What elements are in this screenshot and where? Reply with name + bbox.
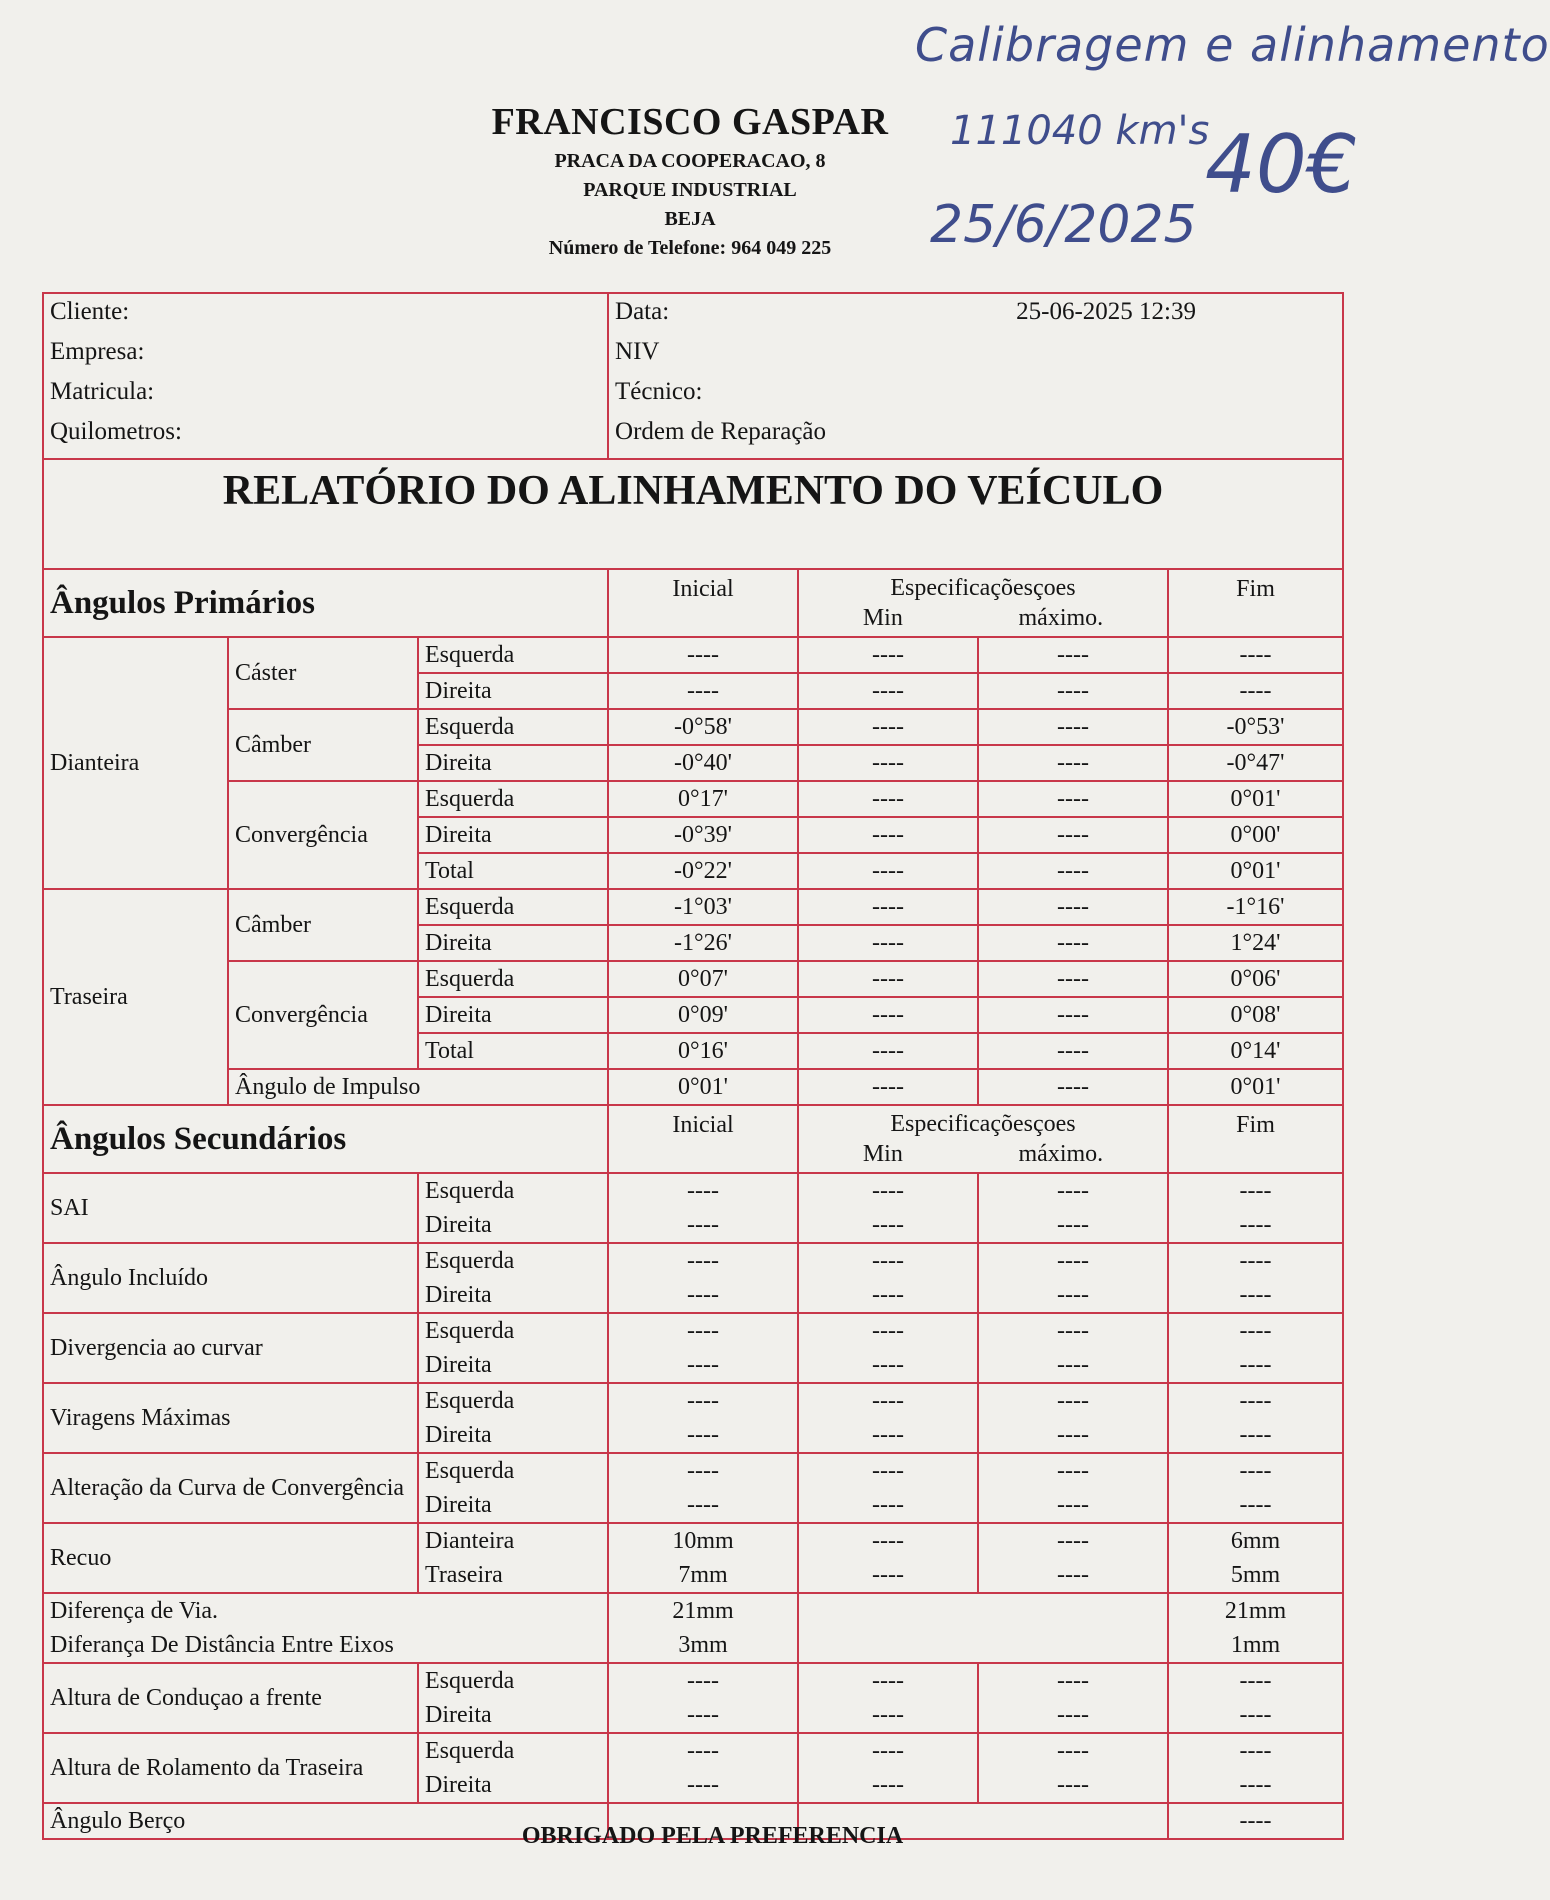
value-fim-bottom: ---- bbox=[1239, 1702, 1272, 1728]
value-ini-top: ---- bbox=[687, 1388, 719, 1414]
value-max-top: ---- bbox=[1057, 1388, 1089, 1414]
primary-row bbox=[43, 961, 1343, 997]
value-ini: -0°39' bbox=[608, 817, 798, 853]
value-min-top: ---- bbox=[872, 1458, 904, 1484]
company-address-2: PARQUE INDUSTRIAL bbox=[583, 179, 797, 201]
berco-fim: ---- bbox=[1168, 1803, 1343, 1839]
value-min: ---- bbox=[798, 1069, 978, 1105]
value-ini-bottom: 7mm bbox=[678, 1562, 728, 1588]
value-fim bbox=[1168, 1313, 1343, 1383]
value-ini bbox=[608, 1593, 798, 1663]
value-ini-bottom: ---- bbox=[687, 1772, 719, 1798]
secondary-label: Alteração da Curva de Convergência bbox=[43, 1453, 418, 1523]
secondary-label: Divergencia ao curvar bbox=[43, 1313, 418, 1383]
value-min-top: ---- bbox=[872, 1528, 904, 1554]
secondary-label: Altura de Rolamento da Traseira bbox=[43, 1733, 418, 1803]
value-min: ---- bbox=[798, 781, 978, 817]
value-fim-top: ---- bbox=[1239, 1388, 1272, 1414]
value-min bbox=[798, 1733, 978, 1803]
col-fim-2: Fim bbox=[1168, 1105, 1343, 1173]
value-fim: 1°24' bbox=[1168, 925, 1343, 961]
value-max bbox=[978, 1523, 1168, 1593]
value-fim bbox=[1168, 1593, 1343, 1663]
via-label: Diferença de Via. bbox=[50, 1598, 219, 1624]
angle-name: Convergência bbox=[228, 781, 418, 889]
value-max-bottom: ---- bbox=[1057, 1492, 1089, 1518]
secondary-label: SAI bbox=[43, 1173, 418, 1243]
value-min-top: ---- bbox=[872, 1668, 904, 1694]
secondary-row bbox=[43, 1523, 1343, 1593]
value-max-top: ---- bbox=[1057, 1178, 1089, 1204]
client-info bbox=[43, 293, 608, 459]
data-value: 25-06-2025 12:39 bbox=[1016, 298, 1197, 325]
value-max bbox=[978, 1383, 1168, 1453]
value-min: ---- bbox=[798, 1033, 978, 1069]
value-min-bottom: ---- bbox=[872, 1212, 904, 1238]
value-max-top: ---- bbox=[1057, 1528, 1089, 1554]
col-min: Min bbox=[862, 605, 903, 631]
value-fim bbox=[1168, 1173, 1343, 1243]
value-max: ---- bbox=[978, 925, 1168, 961]
value-fim: -1°16' bbox=[1168, 889, 1343, 925]
value-fim: -0°53' bbox=[1168, 709, 1343, 745]
niv-label: NIV bbox=[615, 338, 660, 365]
value-min bbox=[798, 1313, 978, 1383]
value-ini bbox=[608, 1523, 798, 1593]
handwritten-title: Calibragem e alinhamento bbox=[915, 18, 1550, 72]
side-labels bbox=[418, 1173, 608, 1243]
value-ini: ---- bbox=[608, 637, 798, 673]
value-fim-top: 6mm bbox=[1230, 1528, 1281, 1554]
value-fim bbox=[1168, 1733, 1343, 1803]
value-max-top: ---- bbox=[1057, 1248, 1089, 1274]
value-max-bottom: ---- bbox=[1057, 1772, 1089, 1798]
footer-thanks: OBRIGADO PELA PREFERENCIA bbox=[521, 1823, 904, 1849]
primary-row bbox=[43, 637, 1343, 673]
value-min bbox=[798, 1453, 978, 1523]
value-ini-top: ---- bbox=[687, 1248, 719, 1274]
value-fim: ---- bbox=[1168, 637, 1343, 673]
secondary-label: Altura de Conduçao a frente bbox=[43, 1663, 418, 1733]
value-ini: 0°07' bbox=[608, 961, 798, 997]
side-label: Direita bbox=[418, 817, 608, 853]
value-fim bbox=[1168, 1453, 1343, 1523]
value-min: ---- bbox=[798, 709, 978, 745]
col-max-2: máximo. bbox=[1018, 1141, 1104, 1167]
secondary-row bbox=[43, 1313, 1343, 1383]
side-top: Esquerda bbox=[425, 1248, 515, 1274]
side-bottom: Direita bbox=[425, 1212, 492, 1238]
value-min: ---- bbox=[798, 853, 978, 889]
value-min-bottom: ---- bbox=[872, 1562, 904, 1588]
side-label: Direita bbox=[418, 997, 608, 1033]
value-ini-top: ---- bbox=[687, 1458, 719, 1484]
side-bottom: Direita bbox=[425, 1772, 492, 1798]
value-ini-bottom: ---- bbox=[687, 1492, 719, 1518]
side-labels bbox=[418, 1313, 608, 1383]
col-spec-label: Especificaçõesçoes bbox=[890, 574, 1076, 601]
side-bottom: Direita bbox=[425, 1352, 492, 1378]
value-max-top: ---- bbox=[1057, 1668, 1089, 1694]
value-ini: -1°03' bbox=[608, 889, 798, 925]
secondary-row bbox=[43, 1733, 1343, 1803]
value-fim-top: ---- bbox=[1239, 1738, 1272, 1764]
primary-angles-title: Ângulos Primários bbox=[43, 569, 608, 637]
impulso-label: Ângulo de Impulso bbox=[228, 1069, 608, 1105]
value-min: ---- bbox=[798, 673, 978, 709]
value-fim-top: ---- bbox=[1239, 1178, 1272, 1204]
value-ini-top: ---- bbox=[687, 1668, 719, 1694]
value-ini-bottom: ---- bbox=[687, 1702, 719, 1728]
report-title: RELATÓRIO DO ALINHAMENTO DO VEÍCULO bbox=[43, 459, 1343, 569]
value-ini-bottom: ---- bbox=[687, 1282, 719, 1308]
col-inicial-2: Inicial bbox=[608, 1105, 798, 1173]
report-table bbox=[42, 292, 1344, 1840]
berco-label: Ângulo Berço bbox=[43, 1803, 608, 1839]
value-min bbox=[798, 1173, 978, 1243]
value-max bbox=[978, 1313, 1168, 1383]
secondary-row bbox=[43, 1173, 1343, 1243]
company-address-1: PRACA DA COOPERACAO, 8 bbox=[554, 150, 826, 172]
angle-name: Cáster bbox=[228, 637, 418, 709]
value-min: ---- bbox=[798, 745, 978, 781]
value-min-top: ---- bbox=[872, 1178, 904, 1204]
side-top: Esquerda bbox=[425, 1178, 515, 1204]
value-max: ---- bbox=[978, 1069, 1168, 1105]
value-ini-bottom: ---- bbox=[687, 1212, 719, 1238]
value-fim-top: ---- bbox=[1239, 1248, 1272, 1274]
primary-row bbox=[43, 889, 1343, 925]
value-fim bbox=[1168, 1383, 1343, 1453]
tecnico-label: Técnico: bbox=[615, 378, 703, 405]
value-min-top: ---- bbox=[872, 1248, 904, 1274]
value-fim-bottom: ---- bbox=[1239, 1422, 1272, 1448]
value-fim: 0°08' bbox=[1168, 997, 1343, 1033]
value-fim bbox=[1168, 1523, 1343, 1593]
value-max bbox=[978, 1173, 1168, 1243]
value-max bbox=[978, 1663, 1168, 1733]
value-max: ---- bbox=[978, 1033, 1168, 1069]
value-min: ---- bbox=[798, 997, 978, 1033]
value-min bbox=[798, 1523, 978, 1593]
value-min bbox=[798, 1383, 978, 1453]
value-fim-bottom: ---- bbox=[1239, 1352, 1272, 1378]
side-labels bbox=[418, 1523, 608, 1593]
company-name: FRANCISCO GASPAR bbox=[491, 101, 889, 143]
side-label: Total bbox=[418, 853, 608, 889]
side-label: Esquerda bbox=[418, 961, 608, 997]
secondary-row bbox=[43, 1383, 1343, 1453]
side-top: Dianteira bbox=[425, 1528, 515, 1554]
value-fim-bottom: ---- bbox=[1239, 1282, 1272, 1308]
wheelbase-label: Diferança De Distância Entre Eixos bbox=[50, 1632, 394, 1658]
value-max: ---- bbox=[978, 781, 1168, 817]
value-fim-bottom: 1mm bbox=[1230, 1632, 1281, 1658]
value-max-bottom: ---- bbox=[1057, 1282, 1089, 1308]
secondary-label: Viragens Máximas bbox=[43, 1383, 418, 1453]
job-info bbox=[608, 293, 1343, 459]
report-form bbox=[42, 292, 1342, 1840]
value-ini-top: 10mm bbox=[672, 1528, 734, 1554]
value-max-bottom: ---- bbox=[1057, 1562, 1089, 1588]
company-phone: Número de Telefone: 964 049 225 bbox=[548, 237, 832, 259]
value-fim-top: ---- bbox=[1239, 1668, 1272, 1694]
value-ini bbox=[608, 1383, 798, 1453]
side-bottom: Direita bbox=[425, 1422, 492, 1448]
value-min-bottom: ---- bbox=[872, 1492, 904, 1518]
value-fim-top: 21mm bbox=[1224, 1598, 1287, 1624]
value-ini bbox=[608, 1733, 798, 1803]
col-spec-label-2: Especificaçõesçoes bbox=[890, 1110, 1076, 1137]
side-labels bbox=[418, 1733, 608, 1803]
value-max: ---- bbox=[978, 817, 1168, 853]
value-fim: 0°00' bbox=[1168, 817, 1343, 853]
value-ini bbox=[608, 1173, 798, 1243]
value-max-top: ---- bbox=[1057, 1738, 1089, 1764]
side-bottom: Traseira bbox=[425, 1562, 503, 1588]
value-min: ---- bbox=[798, 637, 978, 673]
side-bottom: Direita bbox=[425, 1282, 492, 1308]
col-max: máximo. bbox=[1018, 605, 1104, 631]
value-min-bottom: ---- bbox=[872, 1772, 904, 1798]
col-inicial: Inicial bbox=[608, 569, 798, 637]
side-top: Esquerda bbox=[425, 1668, 515, 1694]
value-fim bbox=[1168, 1243, 1343, 1313]
secondary-label: Recuo bbox=[43, 1523, 418, 1593]
side-label: Esquerda bbox=[418, 637, 608, 673]
value-max bbox=[978, 1453, 1168, 1523]
value-min: ---- bbox=[798, 889, 978, 925]
value-max-top: ---- bbox=[1057, 1318, 1089, 1344]
quilometros-label: Quilometros: bbox=[50, 418, 182, 445]
value-ini bbox=[608, 1453, 798, 1523]
ordem-label: Ordem de Reparação bbox=[615, 418, 827, 445]
via-row bbox=[43, 1593, 1343, 1663]
col-fim: Fim bbox=[1168, 569, 1343, 637]
value-ini: 0°16' bbox=[608, 1033, 798, 1069]
side-label: Esquerda bbox=[418, 709, 608, 745]
matricula-label: Matricula: bbox=[50, 378, 155, 405]
handwritten-price: 40€ bbox=[1205, 118, 1358, 211]
col-spec-2 bbox=[798, 1105, 1168, 1173]
company-city: BEJA bbox=[664, 208, 716, 230]
value-ini: -0°58' bbox=[608, 709, 798, 745]
cliente-label: Cliente: bbox=[50, 298, 130, 325]
primary-row bbox=[43, 709, 1343, 745]
value-fim-bottom: ---- bbox=[1239, 1492, 1272, 1518]
value-fim: 0°06' bbox=[1168, 961, 1343, 997]
side-labels bbox=[418, 1383, 608, 1453]
secondary-angles-title: Ângulos Secundários bbox=[43, 1105, 608, 1173]
value-max: ---- bbox=[978, 889, 1168, 925]
side-labels bbox=[418, 1663, 608, 1733]
value-ini bbox=[608, 1313, 798, 1383]
side-label: Direita bbox=[418, 925, 608, 961]
value-max-bottom: ---- bbox=[1057, 1422, 1089, 1448]
col-min-2: Min bbox=[862, 1141, 903, 1167]
value-ini-top: 21mm bbox=[672, 1598, 734, 1624]
value-ini: 0°01' bbox=[608, 1069, 798, 1105]
angle-name: Câmber bbox=[228, 889, 418, 961]
value-min-top: ---- bbox=[872, 1388, 904, 1414]
value-min bbox=[798, 1663, 978, 1733]
via-labels bbox=[43, 1593, 608, 1663]
empresa-label: Empresa: bbox=[50, 338, 145, 365]
value-fim bbox=[1168, 1663, 1343, 1733]
value-ini: -1°26' bbox=[608, 925, 798, 961]
value-ini: ---- bbox=[608, 673, 798, 709]
side-bottom: Direita bbox=[425, 1702, 492, 1728]
value-fim-bottom: 5mm bbox=[1230, 1562, 1281, 1588]
value-max: ---- bbox=[978, 673, 1168, 709]
impulso-row bbox=[43, 1069, 1343, 1105]
side-label: Esquerda bbox=[418, 781, 608, 817]
value-max: ---- bbox=[978, 961, 1168, 997]
value-fim-top: ---- bbox=[1239, 1458, 1272, 1484]
value-min: ---- bbox=[798, 925, 978, 961]
value-fim-top: ---- bbox=[1239, 1318, 1272, 1344]
value-ini: -0°22' bbox=[608, 853, 798, 889]
secondary-label: Ângulo Incluído bbox=[43, 1243, 418, 1313]
side-label: Total bbox=[418, 1033, 608, 1069]
value-fim: 0°01' bbox=[1168, 781, 1343, 817]
via-spec-empty bbox=[798, 1593, 1168, 1663]
value-min-top: ---- bbox=[872, 1738, 904, 1764]
side-label: Direita bbox=[418, 673, 608, 709]
value-ini-top: ---- bbox=[687, 1178, 719, 1204]
value-min-bottom: ---- bbox=[872, 1702, 904, 1728]
value-ini: -0°40' bbox=[608, 745, 798, 781]
value-max: ---- bbox=[978, 853, 1168, 889]
value-min: ---- bbox=[798, 961, 978, 997]
value-max-top: ---- bbox=[1057, 1458, 1089, 1484]
value-fim: ---- bbox=[1168, 673, 1343, 709]
value-ini bbox=[608, 1663, 798, 1733]
value-ini-bottom: 3mm bbox=[678, 1632, 728, 1658]
value-min-bottom: ---- bbox=[872, 1352, 904, 1378]
value-min bbox=[798, 1243, 978, 1313]
primary-row bbox=[43, 781, 1343, 817]
axle-label: Dianteira bbox=[43, 637, 228, 889]
side-label: Esquerda bbox=[418, 889, 608, 925]
value-ini bbox=[608, 1243, 798, 1313]
value-max: ---- bbox=[978, 709, 1168, 745]
axle-label: Traseira bbox=[43, 889, 228, 1105]
secondary-row bbox=[43, 1243, 1343, 1313]
secondary-row bbox=[43, 1453, 1343, 1523]
angle-name: Convergência bbox=[228, 961, 418, 1069]
value-max bbox=[978, 1243, 1168, 1313]
side-top: Esquerda bbox=[425, 1318, 515, 1344]
secondary-header bbox=[43, 1105, 1343, 1173]
value-ini-bottom: ---- bbox=[687, 1422, 719, 1448]
side-bottom: Direita bbox=[425, 1492, 492, 1518]
secondary-row bbox=[43, 1663, 1343, 1733]
value-fim: 0°14' bbox=[1168, 1033, 1343, 1069]
side-top: Esquerda bbox=[425, 1458, 515, 1484]
value-max: ---- bbox=[978, 997, 1168, 1033]
value-min-top: ---- bbox=[872, 1318, 904, 1344]
angle-name: Câmber bbox=[228, 709, 418, 781]
value-max-bottom: ---- bbox=[1057, 1352, 1089, 1378]
value-ini-top: ---- bbox=[687, 1738, 719, 1764]
value-min: ---- bbox=[798, 817, 978, 853]
data-label: Data: bbox=[615, 298, 670, 325]
value-max-bottom: ---- bbox=[1057, 1212, 1089, 1238]
side-top: Esquerda bbox=[425, 1738, 515, 1764]
value-fim-bottom: ---- bbox=[1239, 1772, 1272, 1798]
side-label: Direita bbox=[418, 745, 608, 781]
side-labels bbox=[418, 1243, 608, 1313]
value-ini: 0°09' bbox=[608, 997, 798, 1033]
value-max bbox=[978, 1733, 1168, 1803]
value-fim: 0°01' bbox=[1168, 1069, 1343, 1105]
value-ini-bottom: ---- bbox=[687, 1352, 719, 1378]
side-top: Esquerda bbox=[425, 1388, 515, 1414]
company-header bbox=[440, 100, 940, 260]
value-max: ---- bbox=[978, 637, 1168, 673]
value-max-bottom: ---- bbox=[1057, 1702, 1089, 1728]
value-max: ---- bbox=[978, 745, 1168, 781]
value-ini: 0°17' bbox=[608, 781, 798, 817]
col-spec bbox=[798, 569, 1168, 637]
value-fim-bottom: ---- bbox=[1239, 1212, 1272, 1238]
handwritten-date: 25/6/2025 bbox=[930, 195, 1197, 255]
value-ini-top: ---- bbox=[687, 1318, 719, 1344]
value-fim: 0°01' bbox=[1168, 853, 1343, 889]
value-fim: -0°47' bbox=[1168, 745, 1343, 781]
side-labels bbox=[418, 1453, 608, 1523]
value-min-bottom: ---- bbox=[872, 1282, 904, 1308]
handwritten-km: 111040 km's bbox=[950, 108, 1210, 154]
value-min-bottom: ---- bbox=[872, 1422, 904, 1448]
